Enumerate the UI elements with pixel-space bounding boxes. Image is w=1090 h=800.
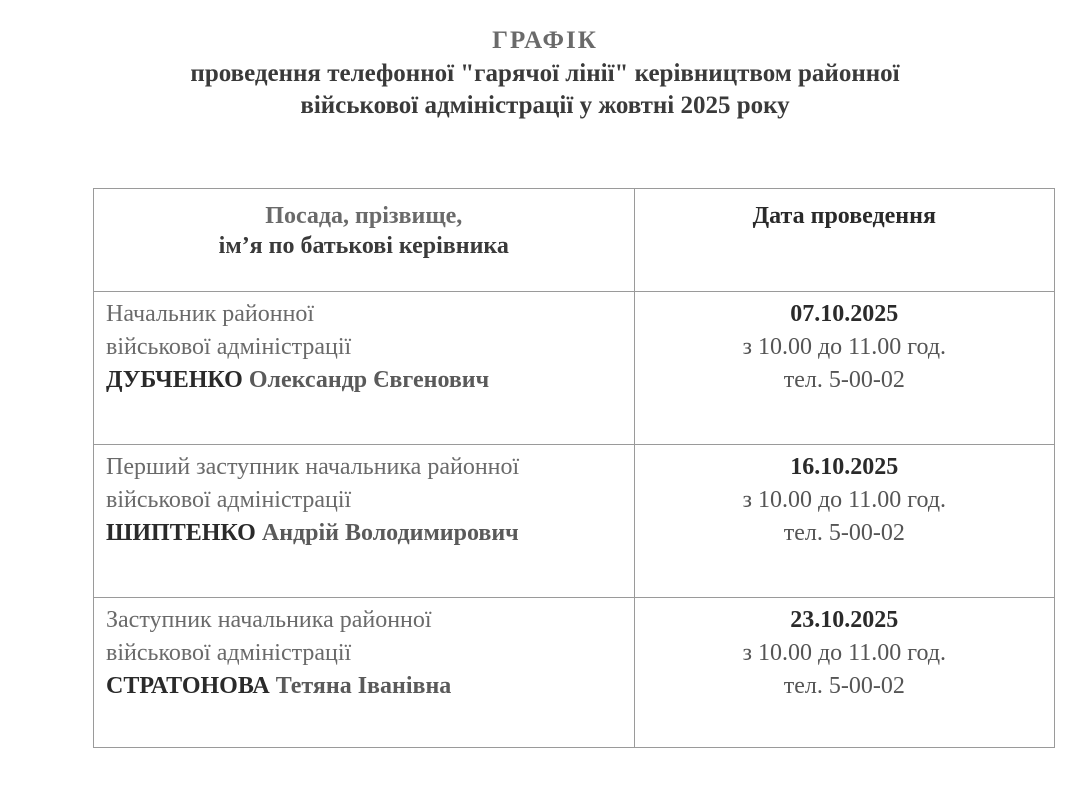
header-date-cell <box>634 189 1054 292</box>
date-cell <box>634 445 1054 598</box>
hotline-schedule-table <box>93 188 1055 748</box>
hotline-time: з 10.00 до 11.00 год. <box>742 334 947 360</box>
role-line2: військової адміністрації <box>106 640 352 666</box>
role-line2: військової адміністрації <box>106 487 352 513</box>
role-line2: військової адміністрації <box>106 334 352 360</box>
role-line1: Заступник начальника районної <box>106 607 432 633</box>
hotline-date: 16.10.2025 <box>790 454 899 480</box>
given-names: Олександр Євгенович <box>248 367 490 393</box>
document-title: ГРАФІК <box>492 27 598 54</box>
document-subtitle-line2: військової адміністрації у жовтні 2025 року <box>300 92 790 119</box>
hotline-time: з 10.00 до 11.00 год. <box>742 487 947 513</box>
header-date-label: Дата проведення <box>752 203 936 229</box>
table-row <box>94 598 1055 748</box>
position-cell <box>94 445 635 598</box>
hotline-date: 07.10.2025 <box>790 301 899 327</box>
table-header-row <box>94 189 1055 292</box>
role-line1: Начальник районної <box>106 301 315 327</box>
position-cell <box>94 292 635 445</box>
table-row <box>94 445 1055 598</box>
surname: ШИПТЕНКО <box>106 520 256 546</box>
document-header <box>0 24 1090 122</box>
hotline-time: з 10.00 до 11.00 год. <box>742 640 947 666</box>
hotline-phone: тел. 5-00-02 <box>783 520 905 546</box>
position-cell <box>94 598 635 748</box>
role-line1: Перший заступник начальника районної <box>106 454 520 480</box>
hotline-phone: тел. 5-00-02 <box>783 367 905 393</box>
surname: СТРАТОНОВА <box>106 673 270 699</box>
header-position-line2: ім’я по батькові керівника <box>218 233 509 259</box>
header-position-cell <box>94 189 635 292</box>
table-row <box>94 292 1055 445</box>
hotline-date: 23.10.2025 <box>790 607 899 633</box>
document-subtitle-line1: проведення телефонної "гарячої лінії" керівництвом районної <box>190 60 900 87</box>
header-position-line1: Посада, прізвище, <box>265 203 463 229</box>
date-cell <box>634 292 1054 445</box>
official-name <box>106 364 634 397</box>
surname: ДУБЧЕНКО <box>106 367 243 393</box>
given-names: Андрій Володимирович <box>261 520 519 546</box>
official-name <box>106 670 634 703</box>
given-names: Тетяна Іванівна <box>275 673 452 699</box>
date-cell <box>634 598 1054 748</box>
hotline-phone: тел. 5-00-02 <box>783 673 905 699</box>
official-name <box>106 517 634 550</box>
